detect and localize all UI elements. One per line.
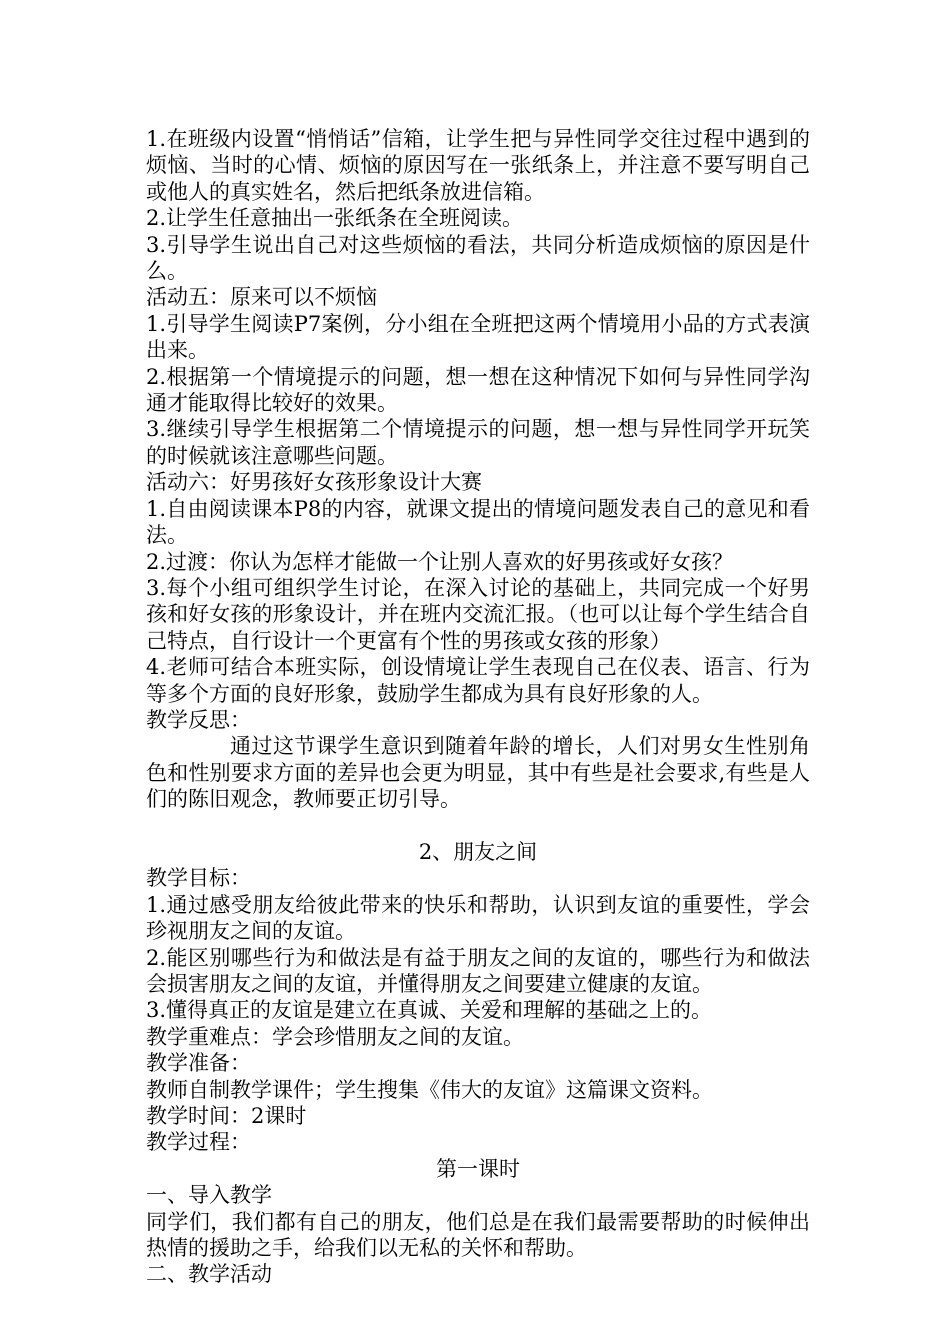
numbered-item: 2.根据第一个情境提示的问题，想一想在这种情况下如何与异性同学沟通才能取得比较好的效果。: [146, 364, 810, 416]
text-line: 教学重难点：学会珍惜朋友之间的友谊。: [146, 1024, 524, 1049]
indented-paragraph: 通过这节课学生意识到随着年龄的增长，人们对男女生性别角色和性别要求方面的差异也会更为明显，其中有些是社会要求,有些是人们的陈旧观念，教师要正切引导。: [146, 734, 810, 812]
text-line: 教学时间：2课时: [146, 1104, 307, 1129]
numbered-item: 2.过渡：你认为怎样才能做一个让别人喜欢的好男孩或好女孩？: [146, 549, 734, 574]
text-line: 二、教学活动: [146, 1262, 272, 1287]
document-body: [146, 126, 810, 1288]
text-line: 教师自制教学课件；学生搜集《伟大的友谊》这篇课文资料。: [146, 1077, 713, 1102]
numbered-item: 3.继续引导学生根据第二个情境提示的问题，想一想与异性同学开玩笑的时候就该注意哪些问题。: [146, 417, 810, 468]
text-line: 教学过程：: [146, 1130, 251, 1155]
centered-heading: 2、朋友之间: [418, 839, 538, 864]
text-line: 教学准备：: [146, 1051, 251, 1076]
centered-heading: 第一课时: [436, 1156, 520, 1181]
numbered-item: 1.在班级内设置“悄悄话”信箱，让学生把与异性同学交往过程中遇到的烦恼、当时的心情、烦恼的原因写在一张纸条上，并注意不要写明自己或他人的真实姓名，然后把纸条放进信箱。: [146, 127, 810, 204]
text-line: 活动五：原来可以不烦恼: [146, 285, 377, 310]
numbered-item: 2.让学生任意抽出一张纸条在全班阅读。: [146, 206, 524, 231]
numbered-item: 3.每个小组可组织学生讨论，在深入讨论的基础上，共同完成一个好男孩和好女孩的形象设计，并在班内交流汇报。（也可以让每个学生结合自己特点，自行设计一个更富有个性的男孩或女孩的形象）: [146, 575, 810, 653]
numbered-item: 1.自由阅读课本P8的内容，就课文提出的情境问题发表自己的意见和看法。: [146, 496, 810, 548]
blank-line: [146, 813, 810, 839]
numbered-item: 3.引导学生说出自己对这些烦恼的看法，共同分析造成烦恼的原因是什么。: [146, 232, 810, 284]
text-line: 一、导入教学: [146, 1183, 272, 1208]
numbered-item: 4.老师可结合本班实际，创设情境让学生表现自己在仪表、语言、行为等多个方面的良好形象，鼓励学生都成为具有良好形象的人。: [146, 655, 810, 706]
text-line: 同学们，我们都有自己的朋友，他们总是在我们最需要帮助的时候伸出热情的援助之手，给我们以无私的关怀和帮助。: [146, 1209, 810, 1261]
numbered-item: 1.通过感受朋友给彼此带来的快乐和帮助，认识到友谊的重要性，学会珍视朋友之间的友谊。: [146, 892, 810, 944]
text-line: 活动六：好男孩好女孩形象设计大赛: [146, 470, 482, 495]
numbered-item: 1.引导学生阅读P7案例，分小组在全班把这两个情境用小品的方式表演出来。: [146, 311, 810, 363]
text-line: 教学反思：: [146, 707, 251, 732]
numbered-item: 2.能区别哪些行为和做法是有益于朋友之间的友谊的，哪些行为和做法会损害朋友之间的友谊，并懂得朋友之间要建立健康的友谊。: [146, 945, 810, 996]
text-line: 教学目标：: [146, 866, 251, 891]
numbered-item: 3.懂得真正的友谊是建立在真诚、关爱和理解的基础之上的。: [146, 998, 713, 1023]
